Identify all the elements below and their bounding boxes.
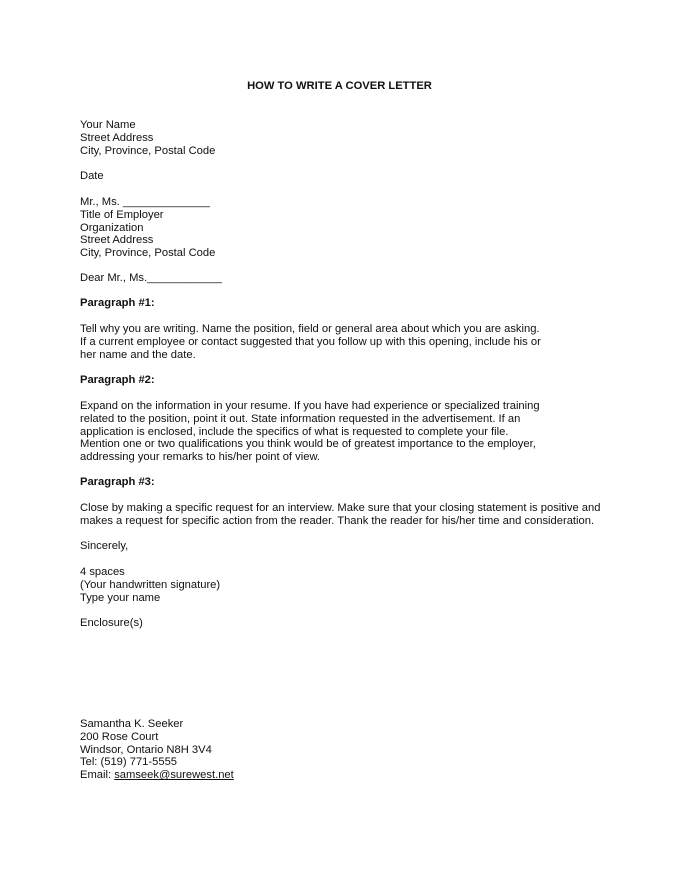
salutation-text: Dear Mr., Ms.____________ (80, 272, 222, 284)
closing (80, 540, 128, 553)
paragraph-2-title: Paragraph #2: (80, 374, 155, 386)
recipient-address (80, 196, 215, 260)
recipient-street: Street Address (80, 234, 154, 247)
paragraph-2-heading (80, 374, 155, 387)
paragraph-2-line: Mention one or two qualifications you think would be of greatest importance to the employer, (80, 438, 536, 451)
paragraph-3-title: Paragraph #3: (80, 476, 155, 488)
footer-phone: Tel: (519) 771-5555 (80, 756, 178, 769)
paragraph-2-line: application is enclosed, include the specifics of what is requested to complete your file. (80, 425, 509, 438)
signature-block (80, 566, 220, 604)
paragraph-1-line: If a current employee or contact suggested that you follow up with this opening, include his or (80, 335, 541, 348)
sender-name: Your Name (80, 119, 136, 131)
paragraph-1-line: her name and the date. (80, 348, 196, 361)
footer-email-label: Email: (80, 769, 115, 782)
sender-street: Street Address (80, 131, 154, 144)
recipient-title: Title of Employer (80, 208, 164, 221)
sender-address (80, 119, 215, 157)
signature-spaces: 4 spaces (80, 566, 125, 578)
email-link[interactable]: samseek@surewest.net (114, 769, 234, 782)
paragraph-2-line: Expand on the information in your resume. If you have had experience or specialized training (80, 400, 540, 412)
recipient-city: City, Province, Postal Code (80, 247, 216, 260)
paragraph-1-title: Paragraph #1: (80, 297, 155, 309)
paragraph-1-body (80, 323, 541, 361)
paragraph-2-body (80, 400, 540, 464)
footer-name: Samantha K. Seeker (80, 718, 184, 730)
enclosure (80, 617, 143, 630)
paragraph-1-line: Tell why you are writing. Name the position, field or general area about which you are asking. (80, 323, 540, 335)
date-text: Date (80, 170, 104, 182)
recipient-name: Mr., Ms. ______________ (80, 196, 210, 208)
paragraph-3-line: makes a request for specific action from the reader. Thank the reader for his/her time and consideration. (80, 514, 595, 527)
signature-handwritten: (Your handwritten signature) (80, 578, 221, 591)
footer-city: Windsor, Ontario N8H 3V4 (80, 743, 212, 756)
paragraph-2-line: addressing your remarks to his/her point of view. (80, 451, 321, 464)
paragraph-3-line: Close by making a specific request for an interview. Make sure that your closing statement is positive and (80, 502, 601, 514)
signature-typed-name: Type your name (80, 591, 161, 604)
paragraph-3-body (80, 502, 600, 528)
paragraph-2-line: related to the position, point it out. State information requested in the advertisement. If an (80, 412, 521, 425)
date-line (80, 170, 104, 183)
enclosure-text: Enclosure(s) (80, 617, 143, 629)
page-title: HOW TO WRITE A COVER LETTER (247, 80, 432, 92)
sender-city: City, Province, Postal Code (80, 144, 216, 157)
recipient-organization: Organization (80, 221, 144, 234)
paragraph-3-heading (80, 476, 155, 489)
salutation (80, 272, 222, 285)
paragraph-1-heading (80, 297, 155, 310)
contact-footer (80, 718, 234, 782)
footer-email-line (80, 769, 234, 782)
footer-street: 200 Rose Court (80, 730, 159, 743)
closing-text: Sincerely, (80, 540, 129, 552)
